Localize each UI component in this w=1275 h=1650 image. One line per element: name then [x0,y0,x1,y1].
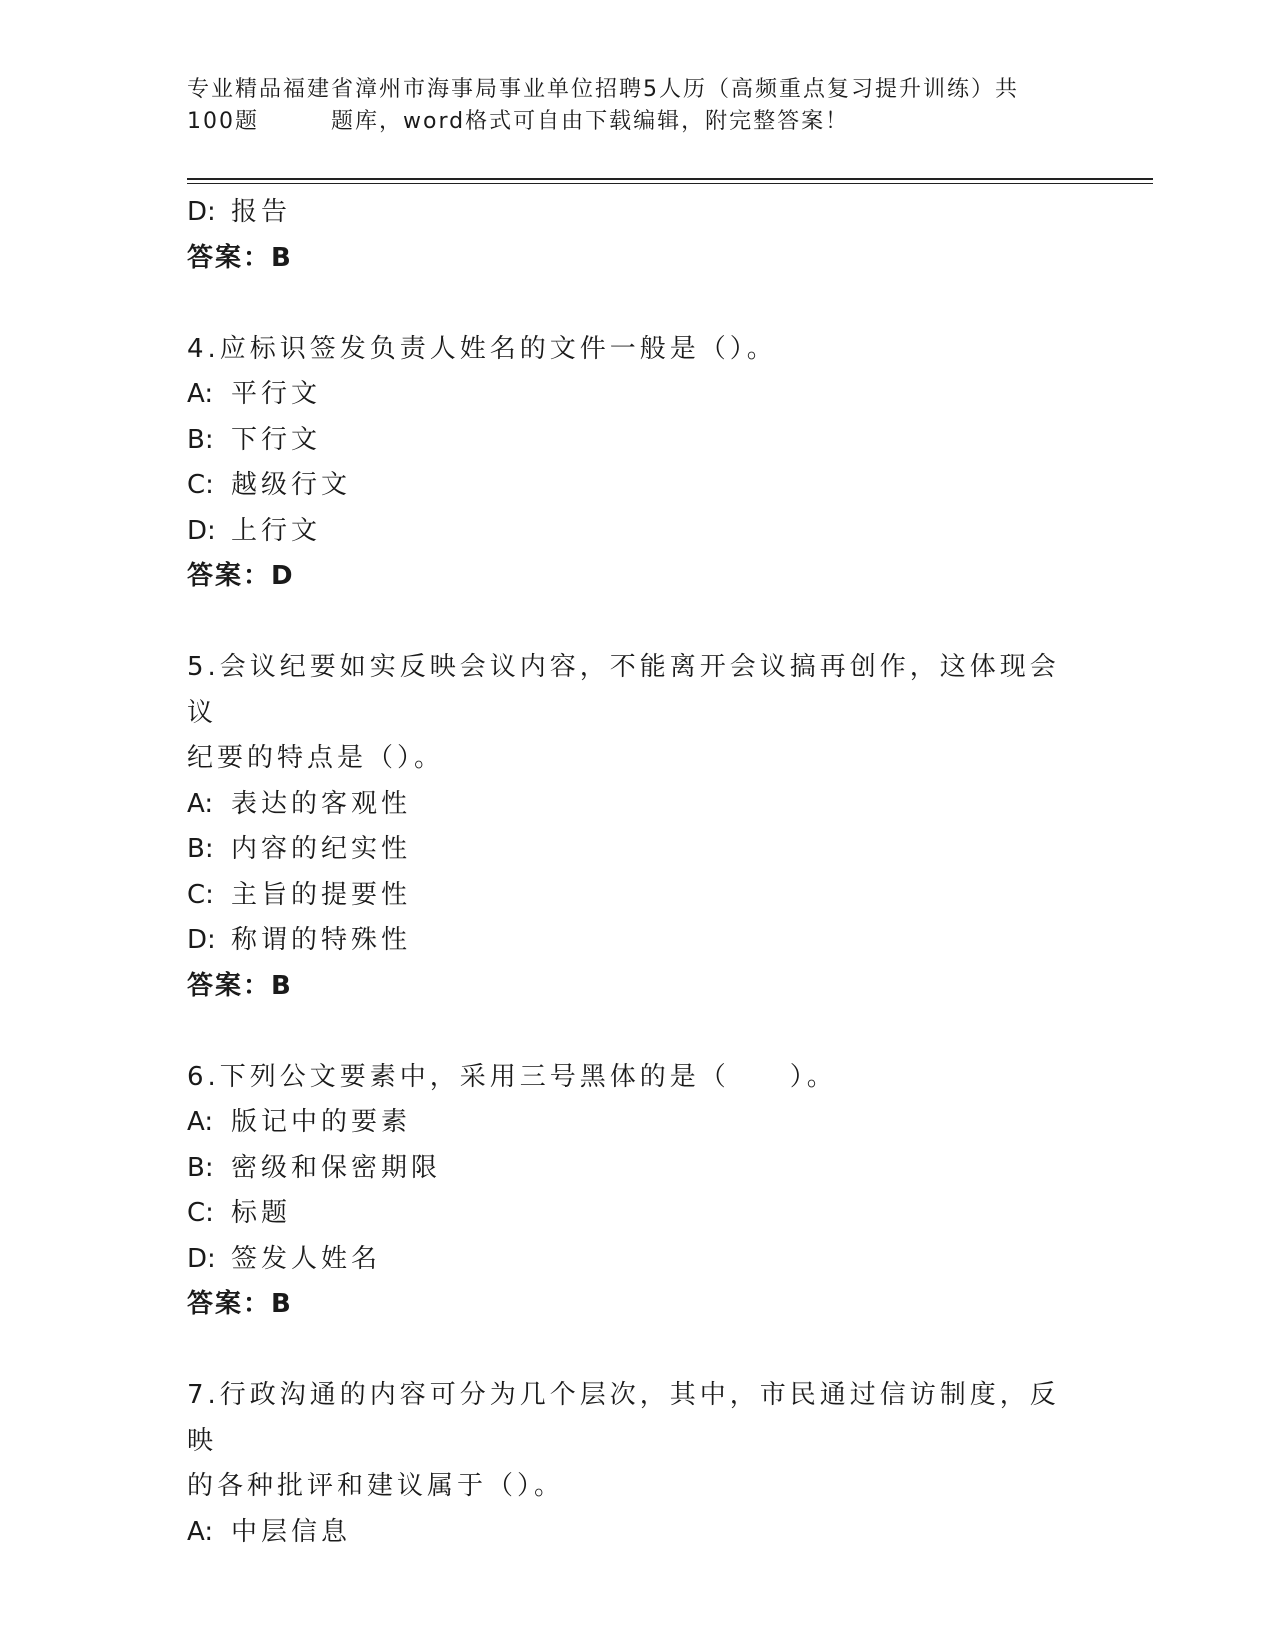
option-letter: D: [187,197,216,227]
question-block [187,1055,1067,1328]
option-letter: A: [187,1107,214,1137]
answer-line: 答案：B [187,970,293,1001]
option-row [187,918,1067,964]
answer-line: 答案：B [187,242,293,273]
option-letter: B: [187,1152,214,1183]
option-letter: B: [187,424,214,455]
question-block [187,327,1067,600]
option-text: 内容的纪实性 [231,834,412,864]
option-text: 版记中的要素 [231,1107,412,1137]
question-block [187,190,1067,281]
question-text: 5.会议纪要如实反映会议内容，不能离开会议搞再创作，这体现会议 [187,652,1060,728]
option-letter: C: [187,470,214,500]
question-text: 4.应标识签发负责人姓名的文件一般是（）。 [187,333,777,364]
answer-line: 答案：B [187,1289,293,1319]
option-text: 报告 [231,197,292,227]
option-text: 上行文 [231,515,322,546]
question-block [187,1373,1067,1555]
option-text: 表达的客观性 [231,788,412,819]
option-text: 称谓的特殊性 [231,925,412,955]
option-row [187,1146,1067,1192]
header-divider-thin [187,183,1153,184]
option-row [187,1237,1067,1283]
answer-line: 答案：D [187,561,295,591]
option-letter: C: [187,1198,214,1228]
option-letter: D: [187,1243,216,1274]
option-letter: B: [187,834,214,864]
option-row [187,190,1067,236]
option-letter: C: [187,879,214,910]
option-row [187,372,1067,418]
option-letter: D: [187,515,216,546]
question-block [187,645,1067,1009]
question-text: 纪要的特点是（）。 [187,743,445,773]
option-text: 越级行文 [231,470,352,500]
option-letter: A: [187,379,214,409]
option-text: 下行文 [231,424,322,455]
question-text: 6.下列公文要素中，采用三号黑体的是（ ）。 [187,1061,837,1092]
question-text: 7.行政沟通的内容可分为几个层次，其中，市民通过信访制度，反映 [187,1380,1060,1456]
question-text: 的各种批评和建议属于（）。 [187,1471,565,1501]
option-text: 中层信息 [231,1516,352,1547]
header-divider-thick [187,178,1153,180]
option-row [187,418,1067,464]
header-question-count: 100题 [187,109,259,134]
question-list [187,190,1067,1555]
option-text: 主旨的提要性 [231,879,412,910]
option-letter: A: [187,1516,214,1547]
option-row [187,827,1067,873]
option-letter: A: [187,788,214,819]
option-row [187,1100,1067,1146]
option-row [187,782,1067,828]
header-description: 题库，word格式可自由下载编辑，附完整答案！ [331,109,850,134]
option-row [187,463,1067,509]
page-header [187,74,1067,138]
option-text: 标题 [231,1198,292,1228]
option-text: 签发人姓名 [231,1243,382,1274]
option-text: 平行文 [231,379,322,409]
option-row [187,873,1067,919]
option-row [187,509,1067,555]
option-row [187,1191,1067,1237]
option-letter: D: [187,925,216,955]
option-text: 密级和保密期限 [231,1152,442,1183]
option-row [187,1510,1067,1556]
header-title-line-1: 专业精品福建省漳州市海事局事业单位招聘5人历（高频重点复习提升训练）共 [187,77,1019,102]
header-title-line-2 [187,106,1067,138]
